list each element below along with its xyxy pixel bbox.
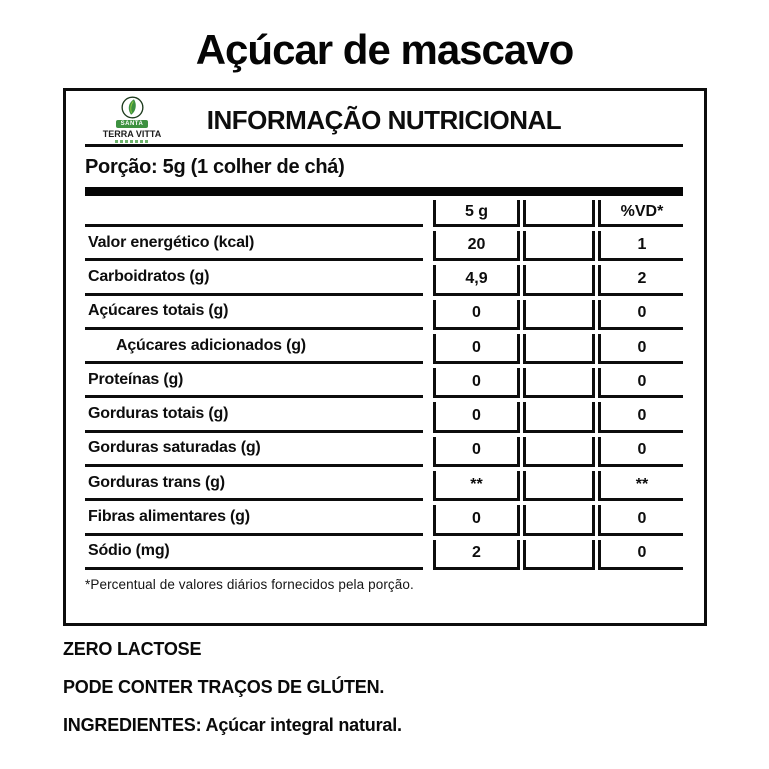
claim-gluten-traces: PODE CONTER TRAÇOS DE GLÚTEN. bbox=[63, 677, 385, 697]
daily-value-footnote: *Percentual de valores diários fornecidos pela porção. bbox=[85, 576, 414, 592]
nutrient-label: Carboidratos (g) bbox=[85, 261, 423, 295]
table-row bbox=[85, 330, 683, 364]
nutrient-label: Açúcares adicionados (g) bbox=[85, 330, 423, 364]
table-row bbox=[85, 364, 683, 398]
nutrient-label: Proteínas (g) bbox=[85, 364, 423, 398]
amount-value: 0 bbox=[433, 300, 520, 330]
spacer-cell bbox=[523, 231, 595, 261]
spacer-cell bbox=[523, 368, 595, 398]
table-row bbox=[85, 467, 683, 501]
panel-inner bbox=[66, 91, 704, 623]
brand-logo bbox=[102, 96, 162, 143]
vd-value: 0 bbox=[598, 540, 683, 570]
amount-value: 4,9 bbox=[433, 265, 520, 295]
spacer-cell bbox=[523, 265, 595, 295]
nutrient-label: Fibras alimentares (g) bbox=[85, 501, 423, 535]
vd-value: 0 bbox=[598, 437, 683, 467]
spacer-cell bbox=[523, 300, 595, 330]
amount-value: 0 bbox=[433, 505, 520, 535]
nutrient-label: Sódio (mg) bbox=[85, 536, 423, 570]
nutrient-label: Açúcares totais (g) bbox=[85, 296, 423, 330]
serving-size-text: Porção: 5g (1 colher de chá) bbox=[85, 155, 345, 178]
header-amount-cell: 5 g bbox=[433, 200, 520, 227]
table-row bbox=[85, 501, 683, 535]
claim-zero-lactose: ZERO LACTOSE bbox=[63, 639, 202, 659]
spacer-cell bbox=[523, 505, 595, 535]
header-label-cell bbox=[85, 196, 423, 227]
logo-terra-vitta-text: TERRA VITTA bbox=[102, 129, 162, 139]
nutrient-label: Gorduras totais (g) bbox=[85, 398, 423, 432]
spacer-cell bbox=[523, 471, 595, 501]
vd-value: 0 bbox=[598, 505, 683, 535]
header-vd-cell: %VD* bbox=[598, 200, 683, 227]
vd-value: 1 bbox=[598, 231, 683, 261]
nutrient-label: Gorduras trans (g) bbox=[85, 467, 423, 501]
vd-value: 2 bbox=[598, 265, 683, 295]
amount-value: 0 bbox=[433, 437, 520, 467]
logo-tagline bbox=[115, 140, 149, 143]
header-spacer-cell bbox=[523, 200, 595, 227]
page-title: Açúcar de mascavo bbox=[195, 26, 574, 73]
spacer-cell bbox=[523, 540, 595, 570]
table-row bbox=[85, 433, 683, 467]
vd-value: ** bbox=[598, 471, 683, 501]
amount-value: 0 bbox=[433, 402, 520, 432]
amount-value: ** bbox=[433, 471, 520, 501]
vd-value: 0 bbox=[598, 334, 683, 364]
amount-value: 2 bbox=[433, 540, 520, 570]
amount-value: 0 bbox=[433, 334, 520, 364]
nutrient-label: Gorduras saturadas (g) bbox=[85, 433, 423, 467]
table-row bbox=[85, 227, 683, 261]
panel-header-band bbox=[85, 91, 683, 147]
claims-section bbox=[63, 639, 402, 753]
thick-divider-bar bbox=[85, 187, 683, 196]
vd-value: 0 bbox=[598, 368, 683, 398]
panel-heading: INFORMAÇÃO NUTRICIONAL bbox=[206, 105, 562, 135]
spacer-cell bbox=[523, 402, 595, 432]
spacer-cell bbox=[523, 437, 595, 467]
nutrient-label: Valor energético (kcal) bbox=[85, 227, 423, 261]
table-header-row bbox=[85, 196, 683, 227]
amount-value: 0 bbox=[433, 368, 520, 398]
leaf-icon bbox=[121, 96, 144, 119]
spacer-cell bbox=[523, 334, 595, 364]
amount-value: 20 bbox=[433, 231, 520, 261]
ingredients-text: INGREDIENTES: Açúcar integral natural. bbox=[63, 715, 402, 735]
vd-value: 0 bbox=[598, 300, 683, 330]
vd-value: 0 bbox=[598, 402, 683, 432]
table-row bbox=[85, 398, 683, 432]
table-row bbox=[85, 261, 683, 295]
table-row bbox=[85, 536, 683, 570]
table-row bbox=[85, 296, 683, 330]
logo-santa-text: SANTA bbox=[116, 120, 149, 128]
nutrition-facts-panel bbox=[63, 88, 707, 626]
